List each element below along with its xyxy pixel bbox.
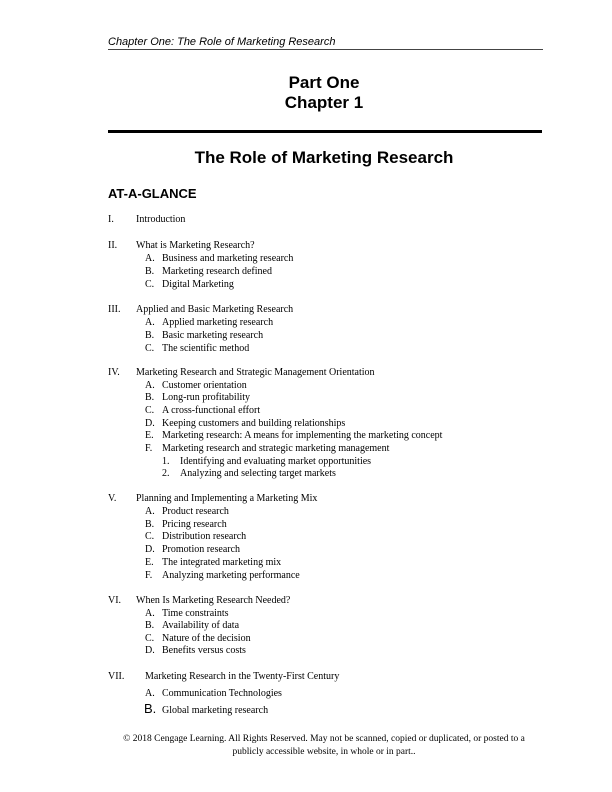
outline-letter: F. — [145, 570, 153, 581]
outline-letter: C. — [145, 343, 155, 354]
outline-subsubitem: Analyzing and selecting target markets — [180, 468, 336, 479]
outline-subsubitem: Identifying and evaluating market opportunities — [180, 456, 372, 467]
outline-letter: A. — [145, 688, 155, 699]
outline-numeral: VI. — [108, 595, 122, 606]
outline-subitem: Marketing research and strategic marketing management — [162, 443, 390, 454]
outline-item: Planning and Implementing a Marketing Mix — [136, 493, 318, 504]
copyright-footer — [108, 733, 540, 759]
outline-subitem: The integrated marketing mix — [162, 557, 282, 568]
outline-numeral: IV. — [108, 367, 120, 378]
outline-subitem: Digital Marketing — [162, 279, 234, 290]
chapter-title: The Role of Marketing Research — [194, 148, 454, 167]
outline-subitem: Business and marketing research — [162, 253, 294, 264]
outline-letter: A. — [145, 317, 155, 328]
outline-numeral: V. — [108, 493, 117, 504]
outline-letter: B. — [145, 620, 155, 631]
outline-item: Marketing Research in the Twenty-First Century — [145, 671, 340, 682]
heading-divider — [108, 130, 542, 133]
outline-letter: B. — [145, 392, 155, 403]
outline-subitem: The scientific method — [162, 343, 250, 354]
outline-subitem: Nature of the decision — [162, 633, 251, 644]
outline-subitem: Time constraints — [162, 608, 229, 619]
outline-item: Marketing Research and Strategic Management Orientation — [136, 367, 375, 378]
outline-letter: B. — [145, 519, 155, 530]
outline-letter: B. — [145, 330, 155, 341]
outline-numeral: VII. — [108, 671, 125, 682]
outline-letter: B. — [144, 701, 157, 716]
outline-number: 1. — [162, 456, 170, 467]
outline-item: What is Marketing Research? — [136, 240, 255, 251]
outline-letter: D. — [145, 645, 155, 656]
outline-item: Introduction — [136, 214, 186, 225]
outline-letter: A. — [145, 608, 155, 619]
outline-subitem: Basic marketing research — [162, 330, 264, 341]
outline-number: 2. — [162, 468, 170, 479]
outline-numeral: III. — [108, 304, 121, 315]
outline-subitem: Distribution research — [162, 531, 247, 542]
outline-subitem: Availability of data — [162, 620, 240, 631]
outline-letter: C. — [145, 633, 155, 644]
copyright-line: publicly accessible website, in whole or in part.. — [232, 747, 416, 757]
outline-letter: C. — [145, 405, 155, 416]
outline-letter: C. — [145, 531, 155, 542]
copyright-line: © 2018 Cengage Learning. All Rights Reserved. May not be scanned, copied or duplicated, or posted to a — [123, 734, 525, 744]
outline-subitem: A cross-functional effort — [162, 405, 261, 416]
outline-subitem: Marketing research defined — [162, 266, 272, 277]
outline-subitem: Analyzing marketing performance — [162, 570, 300, 581]
outline-subitem: Promotion research — [162, 544, 241, 555]
outline-subitem: Long-run profitability — [162, 392, 251, 403]
outline-letter: F. — [145, 443, 153, 454]
outline-subitem: Applied marketing research — [162, 317, 274, 328]
outline-letter: E. — [145, 430, 154, 441]
section-heading: AT-A-GLANCE — [108, 186, 197, 201]
outline-subitem: Global marketing research — [162, 705, 269, 716]
outline-subitem: Marketing research: A means for implementing the marketing concept — [162, 430, 443, 441]
outline-numeral: II. — [108, 240, 118, 251]
outline-subitem: Keeping customers and building relationships — [162, 418, 346, 429]
outline-letter: C. — [145, 279, 155, 290]
outline-subitem: Customer orientation — [162, 380, 247, 391]
outline-letter: D. — [145, 418, 155, 429]
outline-item: Applied and Basic Marketing Research — [136, 304, 294, 315]
outline-letter: A. — [145, 253, 155, 264]
part-heading — [108, 73, 540, 113]
outline-letter: D. — [145, 544, 155, 555]
outline-item: When Is Marketing Research Needed? — [136, 595, 291, 606]
outline-letter: A. — [145, 380, 155, 391]
outline-letter: E. — [145, 557, 154, 568]
outline-subitem: Benefits versus costs — [162, 645, 246, 656]
outline-subitem: Pricing research — [162, 519, 227, 530]
outline-subitem: Product research — [162, 506, 229, 517]
outline-numeral: I. — [108, 214, 114, 225]
outline-subitem: Communication Technologies — [162, 688, 282, 699]
running-header: Chapter One: The Role of Marketing Research — [108, 36, 543, 50]
outline-letter: B. — [145, 266, 155, 277]
chapter-label: Chapter 1 — [284, 93, 364, 112]
part-label: Part One — [288, 73, 360, 92]
outline-letter: A. — [145, 506, 155, 517]
